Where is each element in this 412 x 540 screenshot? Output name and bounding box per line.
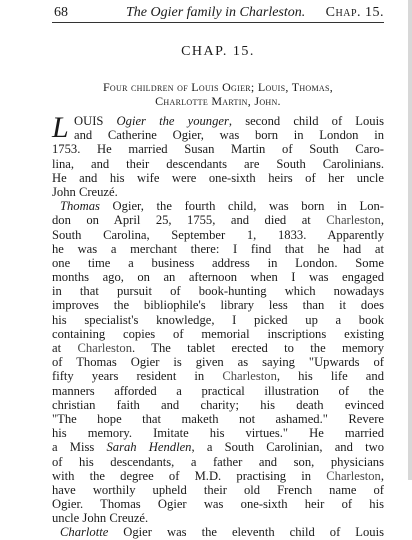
body-line: containing copies of memorial inscriptions existing — [52, 326, 384, 341]
page-number: 68 — [54, 5, 68, 20]
body-line: at Charleston. The tablet erected to the memory — [52, 341, 384, 355]
body-line: in that pursuit of book-hunting which nowadays — [52, 284, 384, 299]
body-line: lina, and their descendants are South Carolinians. — [52, 156, 384, 171]
body-line: uncle John Creuzé. — [52, 511, 149, 526]
body-line: 1753. He married Susan Martin of South Caro- — [52, 142, 384, 157]
body-line: his memory. Imitate his virtues." He married — [52, 426, 384, 441]
body-line: John Creuzé. — [52, 184, 118, 199]
body-line: his specialist's knowledge, I picked up a book — [52, 312, 384, 327]
chapter-subtitle-line-2: Charlotte Martin, John. — [155, 94, 281, 108]
chapter-heading: CHAP. 15. — [181, 44, 255, 59]
running-title: The Ogier family in Charleston. — [126, 5, 306, 20]
body-line: OUIS Ogier the younger, second child of Louis — [74, 114, 384, 128]
body-line: months ago, on an afternoon when I was engaged — [52, 270, 384, 285]
body-line: manners afforded a practical illustration of the — [52, 383, 384, 398]
running-header — [54, 4, 384, 22]
body-line: with the degree of M.D. practising in Charleston, — [52, 468, 384, 483]
body-line: fifty years resident in Charleston, his life and — [52, 369, 384, 384]
page-edge — [408, 0, 412, 480]
body-line: he was a merchant there: I find that he had at — [52, 241, 384, 256]
body-line: Charlotte Ogier was the eleventh child of Louis — [60, 525, 384, 540]
body-line: of Thomas Ogier is given as saying "Upwards of — [52, 355, 384, 370]
body-line: don on April 25, 1755, and died at Charleston, — [52, 213, 384, 228]
body-line: have worthily upheld their old French name of — [52, 482, 384, 497]
body-line: of his descendants, a father and son, physicians — [52, 454, 384, 469]
body-line: improves the bibliophile's library less than it does — [52, 298, 384, 313]
body-line: Thomas Ogier, the fourth child, was born in Lon- — [60, 199, 384, 214]
running-chapter-label: Chap. 15. — [325, 5, 384, 20]
body-line: and Catherine Ogier, was born in London in — [74, 128, 384, 143]
chapter-subtitle — [52, 80, 384, 108]
body-line: a Miss Sarah Hendlen, a South Carolinian, and two — [52, 440, 384, 455]
body-line: South Carolina, September 1, 1833. Apparently — [52, 227, 384, 242]
body-line: He and his wife were one-sixth heirs of her uncle — [52, 170, 384, 185]
header-rule — [52, 22, 384, 23]
body-line: Ogier. Thomas Ogier was one-sixth heir of his — [52, 497, 384, 512]
chapter-subtitle-line-1: Four children of Louis Ogier; Louis, Thomas, — [102, 80, 334, 94]
body-text — [52, 111, 384, 540]
drop-cap: L — [52, 111, 69, 144]
body-line: christian faith and charity; his death evinced — [52, 397, 384, 412]
body-line: "The hope that maketh not ashamed." Revere — [52, 411, 384, 426]
body-line: one time a business address in London. Some — [52, 255, 384, 270]
